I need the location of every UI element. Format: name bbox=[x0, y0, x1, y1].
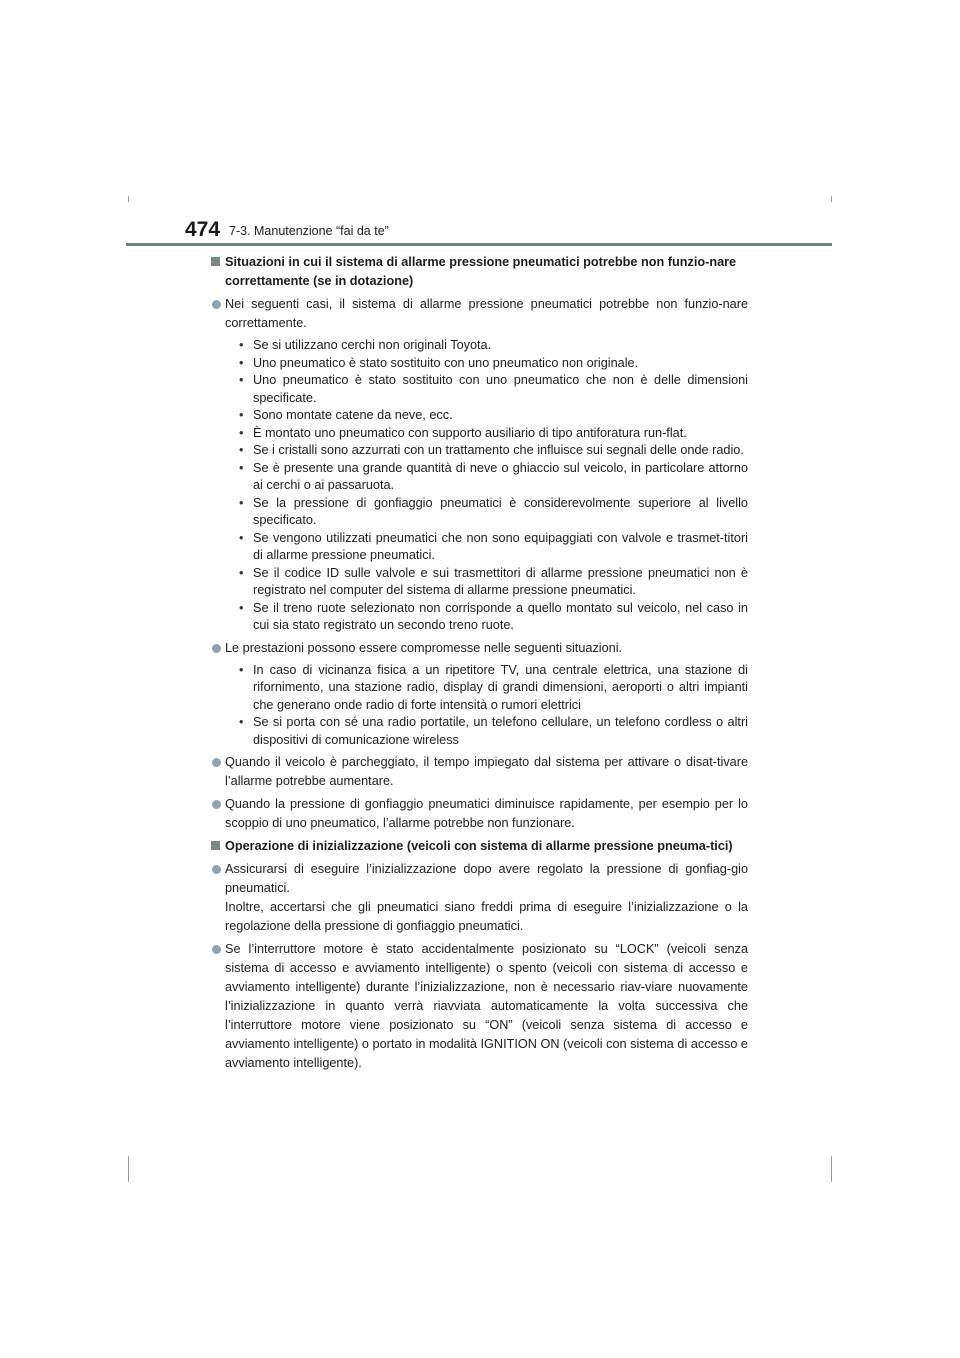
list-item: • Se si porta con sé una radio portatile, un telefono cellulare, un telefono cordless o altri dispositivi di comunicazione wireless bbox=[211, 714, 748, 749]
list-item: • Se è presente una grande quantità di neve o ghiaccio sul veicolo, in particolare attorno ai cerchi o ai passaruota. bbox=[211, 460, 748, 495]
list-item: • È montato uno pneumatico con supporto ausiliario di tipo antiforatura run-flat. bbox=[211, 425, 748, 443]
list-item: • In caso di vicinanza fisica a un ripetitore TV, una centrale elettrica, una stazione di rifornimento, una stazione radio, display di grandi dimensioni, aeroporti o altri impianti che generano onde radio di forte intensità o rumori elettrici bbox=[211, 662, 748, 715]
round-bullet-icon bbox=[212, 644, 221, 653]
bullet-paragraph: Le prestazioni possono essere compromesse nelle seguenti situazioni. bbox=[211, 639, 748, 658]
bullet-paragraph: Quando la pressione di gonfiaggio pneumatici diminuisce rapidamente, per esempio per lo scoppio di uno pneumatico, l’allarme potrebbe non funzionare. bbox=[211, 795, 748, 833]
square-bullet-icon bbox=[211, 841, 220, 850]
bullet-paragraph: Quando il veicolo è parcheggiato, il tempo impiegato dal sistema per attivare o disat-tivare l’allarme potrebbe aumentare. bbox=[211, 753, 748, 791]
list-item: • Se il codice ID sulle valvole e sui trasmettitori di allarme pressione pneumatici non è registrato nel computer del sistema di allarme pressione pneumatici. bbox=[211, 565, 748, 600]
bullet-paragraph: Assicurarsi di eseguire l’inizializzazione dopo avere regolato la pressione di gonfiag-gio pneumatici. Inoltre, accertarsi che gli pneumatici siano freddi prima di eseguire l’inizializzazione o la regolazione della pressione di gonfiaggio pneumatici. bbox=[211, 860, 748, 936]
list-item: • Se la pressione di gonfiaggio pneumatici è considerevolmente superiore al livello specificato. bbox=[211, 495, 748, 530]
page-number: 474 bbox=[185, 218, 221, 241]
crop-mark-top-left bbox=[128, 196, 129, 202]
section-title: 7-3. Manutenzione “fai da te” bbox=[229, 224, 389, 238]
list-item: • Se il treno ruote selezionato non corrisponde a quello montato sul veicolo, nel caso in cui sia stato registrato un secondo treno ruote. bbox=[211, 600, 748, 635]
list-item: • Sono montate catene da neve, ecc. bbox=[211, 407, 748, 425]
sub-list bbox=[211, 662, 748, 750]
bullet-paragraph: Se l’interruttore motore è stato accidentalmente posizionato su “LOCK” (veicoli senza sistema di accesso e avviamento intelligente) o spento (veicoli con sistema di accesso e avviamento intelligente) durante l’inizializzazione, non è necessario riav-viare nuovamente l’inizializzazione in quanto verrà riavviata automaticamente la volta successiva che l’interruttore motore viene posizionato su “ON” (veicoli senza sistema di accesso e avviamento intelligente) o portato in modalità IGNITION ON (veicoli con sistema di accesso e avviamento intelligente). bbox=[211, 940, 748, 1073]
list-item: • Uno pneumatico è stato sostituito con uno pneumatico non originale. bbox=[211, 355, 748, 373]
crop-mark-bottom-left bbox=[128, 1156, 129, 1182]
round-bullet-icon bbox=[212, 800, 221, 809]
crop-mark-bottom-right bbox=[831, 1156, 832, 1182]
sub-list bbox=[211, 337, 748, 635]
square-bullet-icon bbox=[211, 257, 220, 266]
list-item: • Se si utilizzano cerchi non originali Toyota. bbox=[211, 337, 748, 355]
page-content bbox=[211, 253, 748, 1077]
header-rule bbox=[126, 243, 832, 246]
round-bullet-icon bbox=[212, 758, 221, 767]
list-item: • Uno pneumatico è stato sostituito con uno pneumatico che non è delle dimensioni specificate. bbox=[211, 372, 748, 407]
bullet-paragraph: Nei seguenti casi, il sistema di allarme pressione pneumatici potrebbe non funzio-nare correttamente. bbox=[211, 295, 748, 333]
round-bullet-icon bbox=[212, 865, 221, 874]
crop-mark-top-right bbox=[831, 196, 832, 202]
section-heading: Situazioni in cui il sistema di allarme pressione pneumatici potrebbe non funzio-nare correttamente (se in dotazione) bbox=[211, 253, 748, 291]
section-heading: Operazione di inizializzazione (veicoli con sistema di allarme pressione pneuma-tici) bbox=[211, 837, 748, 856]
round-bullet-icon bbox=[212, 945, 221, 954]
list-item: • Se vengono utilizzati pneumatici che non sono equipaggiati con valvole e trasmet-titori di allarme pressione pneumatici. bbox=[211, 530, 748, 565]
round-bullet-icon bbox=[212, 300, 221, 309]
list-item: • Se i cristalli sono azzurrati con un trattamento che influisce sui segnali delle onde radio. bbox=[211, 442, 748, 460]
